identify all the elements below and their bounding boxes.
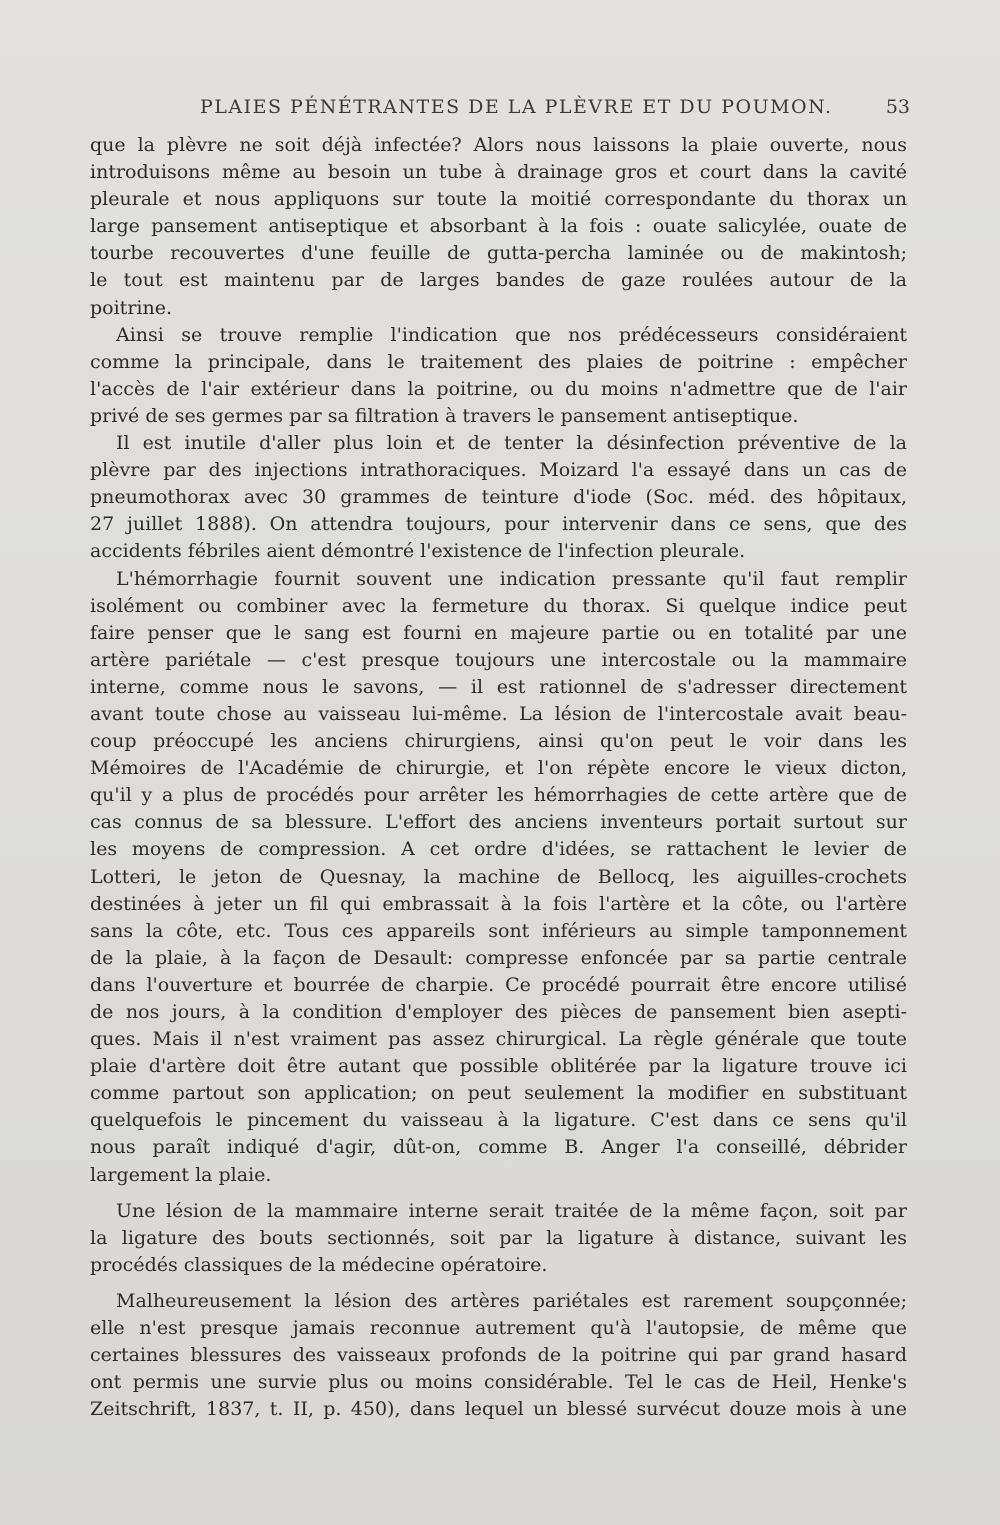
text-line: interne, comme nous le savons, — il est rationnel de s'adresser directement <box>90 675 907 698</box>
text-line: qu'il y a plus de procédés pour arrêter les hémorrhagies de cette artère que de <box>90 784 907 807</box>
text-line: plaie d'artère doit être autant que possible oblitérée par la ligature trouve ici <box>90 1055 907 1078</box>
text-line: Lotteri, le jeton de Quesnay, la machine de Bellocq, les aiguilles-crochets <box>90 865 907 888</box>
text-line: elle n'est presque jamais reconnue autrement qu'à l'autopsie, de même que <box>90 1317 907 1340</box>
paragraph <box>90 430 907 565</box>
text-line: sans la côte, etc. Tous ces appareils sont inférieurs au simple tamponnement <box>90 919 907 942</box>
paragraph <box>90 1288 907 1423</box>
text-line: destinées à jeter un fil qui embrassait à la fois l'artère et la côte, ou l'artère <box>90 892 907 915</box>
text-line: quelquefois le pincement du vaisseau à la ligature. C'est dans ce sens qu'il <box>90 1109 907 1132</box>
page-number: 53 <box>885 96 910 118</box>
text-line: que la plèvre ne soit déjà infectée? Alors nous laissons la plaie ouverte, nous <box>90 134 907 156</box>
text-line: comme partout son application; on peut seulement la modifier en substituant <box>90 1082 907 1105</box>
text-line: artère pariétale — c'est presque toujours une intercostale ou la mammaire <box>90 648 907 671</box>
text-line: introduisons même au besoin un tube à drainage gros et court dans la cavité <box>90 161 907 184</box>
text-line: Zeitschrift, 1837, t. II, p. 450), dans lequel un blessé survécut douze mois à une <box>90 1398 907 1421</box>
text-line: privé de ses germes par sa filtration à travers le pansement antiseptique. <box>90 404 799 427</box>
text-line: faire penser que le sang est fourni en majeure partie ou en totalité par une <box>90 621 907 644</box>
text-line: pleurale et nous appliquons sur toute la moitié correspondante du thorax un <box>90 188 907 211</box>
text-line: avant toute chose au vaisseau lui-même. La lésion de l'intercostale avait beau- <box>90 702 907 725</box>
text-line: 27 juillet 1888). On attendra toujours, pour intervenir dans ce sens, que des <box>90 513 907 536</box>
text-line: coup préoccupé les anciens chirurgiens, ainsi qu'on peut le voir dans les <box>90 730 907 753</box>
text-line: largement la plaie. <box>90 1163 272 1186</box>
text-line: comme la principale, dans le traitement des plaies de poitrine : empêcher <box>90 350 907 373</box>
text-line: les moyens de compression. A cet ordre d'idées, se rattachent le levier de <box>90 838 907 861</box>
text-line: l'accès de l'air extérieur dans la poitrine, ou du moins n'admettre que de l'air <box>90 377 907 400</box>
text-line: Mémoires de l'Académie de chirurgie, et l'on répète encore le vieux dicton, <box>90 757 907 780</box>
text-line: pneumothorax avec 30 grammes de teinture d'iode (Soc. méd. des hôpitaux, <box>90 486 907 509</box>
text-line: procédés classiques de la médecine opératoire. <box>90 1253 548 1276</box>
text-line: L'hémorrhagie fournit souvent une indication pressante qu'il faut remplir <box>116 567 907 590</box>
running-head <box>90 96 910 126</box>
paragraph <box>90 1198 907 1279</box>
text-line: accidents fébriles aient démontré l'existence de l'infection pleurale. <box>90 540 746 563</box>
text-line: cas connus de sa blessure. L'effort des anciens inventeurs portait surtout sur <box>90 811 907 834</box>
text-line: de nos jours, à la condition d'employer des pièces de pansement bien asepti- <box>90 1001 907 1023</box>
text-line: isolément ou combiner avec la fermeture du thorax. Si quelque indice peut <box>90 594 907 617</box>
text-line: la ligature des bouts sectionnés, soit par la ligature à distance, suivant les <box>90 1226 907 1249</box>
text-line: tourbe recouvertes d'une feuille de gutta-percha laminée ou de makintosh; <box>90 242 907 265</box>
text-line: ont permis une survie plus ou moins considérable. Tel le cas de Heil, Henke's <box>90 1371 907 1394</box>
text-line: plèvre par des injections intrathoraciques. Moizard l'a essayé dans un cas de <box>90 459 907 482</box>
text-line: large pansement antiseptique et absorbant à la fois : ouate salicylée, ouate de <box>90 215 907 238</box>
text-line: de la plaie, à la façon de Desault: compresse enfoncée par sa partie centrale <box>90 946 907 969</box>
text-line: Malheureusement la lésion des artères pariétales est rarement soupçonnée; <box>116 1289 907 1312</box>
text-line: dans l'ouverture et bourrée de charpie. Ce procédé pourrait être encore utilisé <box>90 973 907 996</box>
text-line: ques. Mais il n'est vraiment pas assez chirurgical. La règle générale que toute <box>90 1028 907 1051</box>
text-line: Il est inutile d'aller plus loin et de tenter la désinfection préventive de la <box>116 432 907 455</box>
body-text <box>90 132 907 1423</box>
paragraph <box>90 322 907 430</box>
text-line: certaines blessures des vaisseaux profonds de la poitrine qui par grand hasard <box>90 1344 907 1367</box>
paragraph <box>90 566 907 1189</box>
paragraph <box>90 132 907 322</box>
text-line: nous paraît indiqué d'agir, dût-on, comme B. Anger l'a conseillé, débrider <box>90 1136 907 1159</box>
running-title: PLAIES PÉNÉTRANTES DE LA PLÈVRE ET DU POUMON. <box>200 96 833 118</box>
text-line: poitrine. <box>90 296 172 319</box>
text-line: Une lésion de la mammaire interne serait traitée de la même façon, soit par <box>116 1199 907 1222</box>
text-line: Ainsi se trouve remplie l'indication que nos prédécesseurs considéraient <box>116 323 907 346</box>
text-line: le tout est maintenu par de larges bandes de gaze roulées autour de la <box>90 269 907 292</box>
